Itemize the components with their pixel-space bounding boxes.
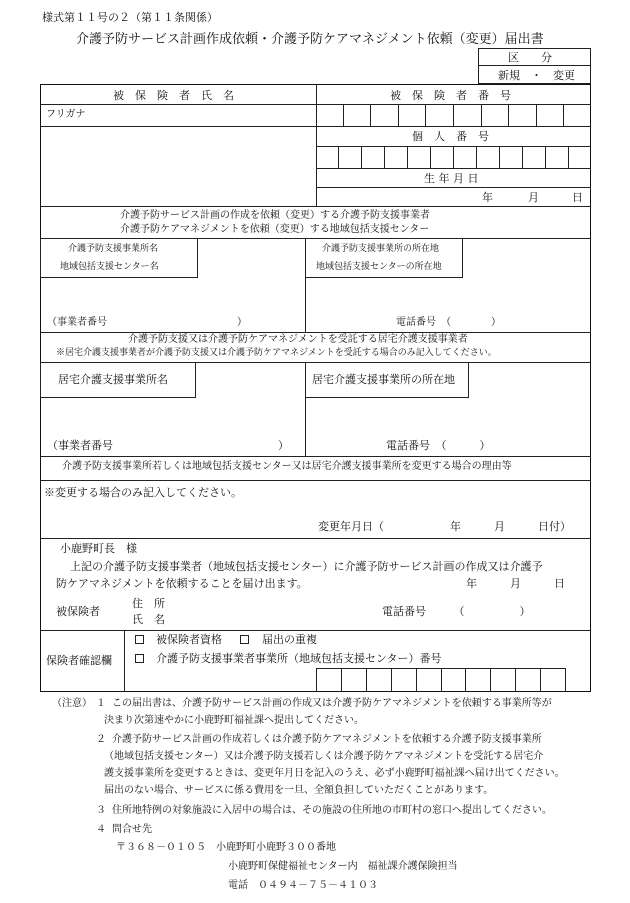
declaration-line-2: 防ケアマネジメントを依頼することを届け出ます。 [56, 577, 308, 590]
insured-qualification-checkbox[interactable] [135, 635, 144, 644]
provider-number-checkbox[interactable] [135, 654, 144, 663]
duplicate-checkbox[interactable] [240, 635, 249, 644]
insured-name-label: 被 保 険 者 氏 名 [113, 89, 234, 102]
declarant-label: 被保険者 [56, 605, 100, 618]
contact-department: 小鹿野町保健福祉センター内 福祉課介護保険担当 [228, 861, 458, 872]
provider-name-label-1: 介護予防支援事業所名 [68, 244, 159, 254]
provider-address-field[interactable] [308, 280, 588, 314]
home-care-heading-1: 介護予防支援又は介護予防ケアマネジメントを受託する居宅介護支援事業者 [128, 334, 468, 345]
reason-heading: 介護予防支援事業所若しくは地域包括支援センター又は居宅介護支援事業所を変更する場合の理由等 [62, 461, 512, 472]
provider-number-cells[interactable] [316, 668, 566, 692]
dob-label: 生 年 月 日 [424, 172, 479, 185]
home-care-address-label: 居宅介護支援事業所の所在地 [312, 373, 455, 386]
declarant-address-label: 住 所 [132, 597, 165, 610]
note-2-number: ２ [96, 734, 106, 745]
contact-address: 〒３６８－０１０５ 小鹿野町小鹿野３００番地 [116, 842, 336, 853]
declarant-name-label: 氏 名 [132, 613, 165, 626]
duplicate-label: 届出の重複 [262, 633, 317, 646]
note-1-number: １ [96, 698, 106, 709]
change-date[interactable]: 変更年月日（ 年 月 日付） [318, 520, 571, 533]
category-value[interactable]: 新規 ・ 変更 [498, 69, 575, 82]
home-care-name-field[interactable] [44, 400, 302, 434]
note-2-line-3: 護支援事業所を変更するときは、変更年月日を記入のうえ、必ず小鹿野町福祉課へ届け出てください。 [104, 768, 565, 779]
dob-field[interactable] [318, 189, 588, 204]
provider-name-label-2: 地域包括支援センター名 [60, 262, 159, 272]
form-number: 様式第１１号の２（第１１条関係） [42, 11, 218, 24]
provider-phone[interactable]: 電話番号 （ ） [396, 317, 501, 328]
note-4-line-1: 問合せ先 [112, 824, 152, 835]
declaration-date[interactable]: 年 月 日 [466, 577, 565, 590]
contact-phone: 電話 ０４９４－７５－４１０３ [228, 880, 378, 891]
home-care-address-field[interactable] [308, 400, 588, 434]
reason-note: ※変更する場合のみ記入してください。 [44, 486, 242, 499]
provider-name-field[interactable] [44, 280, 302, 314]
note-1-line-1: この届出書は、介護予防サービス計画の作成又は介護予防ケアマネジメントを依頼する事業所等が [112, 698, 552, 709]
addressee: 小鹿野町長 様 [60, 542, 137, 555]
furigana-label: フリガナ [46, 109, 86, 120]
provider-heading-1: 介護予防サービス計画の作成を依頼（変更）する介護予防支援事業者 [120, 210, 430, 221]
provider-address-label-1: 介護予防支援事業所の所在地 [322, 244, 440, 254]
personal-number-cells[interactable] [316, 146, 591, 168]
note-2-line-4: 届出のない場合、サービスに係る費用を一旦、全額負担していただくことがあります。 [104, 785, 494, 796]
declarant-phone[interactable]: 電話番号 （ ） [382, 605, 531, 618]
dob-day: 日 [572, 191, 583, 204]
note-1-line-2: 決まり次第速やかに小鹿野町福祉課へ提出してください。 [104, 715, 364, 726]
category-header: 区 分 [508, 51, 552, 64]
declaration-line-1: 上記の介護予防支援事業者（地域包括支援センター）に介護予防サービス計画の作成又は介護予 [70, 560, 543, 573]
provider-business-number[interactable]: （事業者番号 ） [47, 317, 247, 328]
personal-number-label: 個 人 番 号 [412, 130, 489, 143]
note-3-number: ３ [96, 805, 106, 816]
declarant-fields[interactable] [170, 596, 370, 626]
provider-heading-2: 介護予防ケアマネジメントを依頼（変更）する地域包括支援センター [120, 224, 430, 235]
home-care-business-number[interactable]: （事業者番号 ） [47, 439, 289, 452]
insured-name-field[interactable] [46, 132, 310, 200]
provider-address-label-2: 地域包括支援センターの所在地 [316, 262, 442, 272]
reason-field[interactable] [44, 502, 586, 516]
note-2-line-2: （地域包括支援センター）又は介護予防支援若しくは介護予防ケアマネジメントを受託する居宅介 [104, 751, 544, 762]
furigana-field[interactable] [46, 108, 310, 124]
notes-prefix: （注意） [52, 698, 92, 709]
provider-number-label: 介護予防支援事業者事業所（地域包括支援センター）番号 [156, 652, 442, 665]
home-care-name-label: 居宅介護支援事業所名 [58, 373, 168, 386]
dob-month: 月 [528, 191, 539, 204]
insurer-check-label: 保険者確認欄 [46, 654, 112, 667]
home-care-heading-2: ※居宅介護支援事業者が介護予防支援又は介護予防ケアマネジメントを受託する場合のみ記入してください。 [56, 348, 497, 358]
home-care-phone[interactable]: 電話番号 （ ） [386, 439, 491, 452]
page-title: 介護予防サービス計画作成依頼・介護予防ケアマネジメント依頼（変更）届出書 [76, 32, 544, 47]
note-2-line-1: 介護予防サービス計画の作成若しくは介護予防ケアマネジメントを依頼する介護予防支援事業所 [112, 734, 542, 745]
dob-year: 年 [482, 191, 493, 204]
insured-number-label: 被 保 険 者 番 号 [390, 89, 511, 102]
note-3-line-1: 住所地特例の対象施設に入居中の場合は、その施設の住所地の市町村の窓口へ提出してください。 [112, 805, 552, 816]
insured-number-cells[interactable] [316, 104, 591, 126]
insured-qualification-label: 被保険者資格 [156, 633, 222, 646]
note-4-number: ４ [96, 824, 106, 835]
